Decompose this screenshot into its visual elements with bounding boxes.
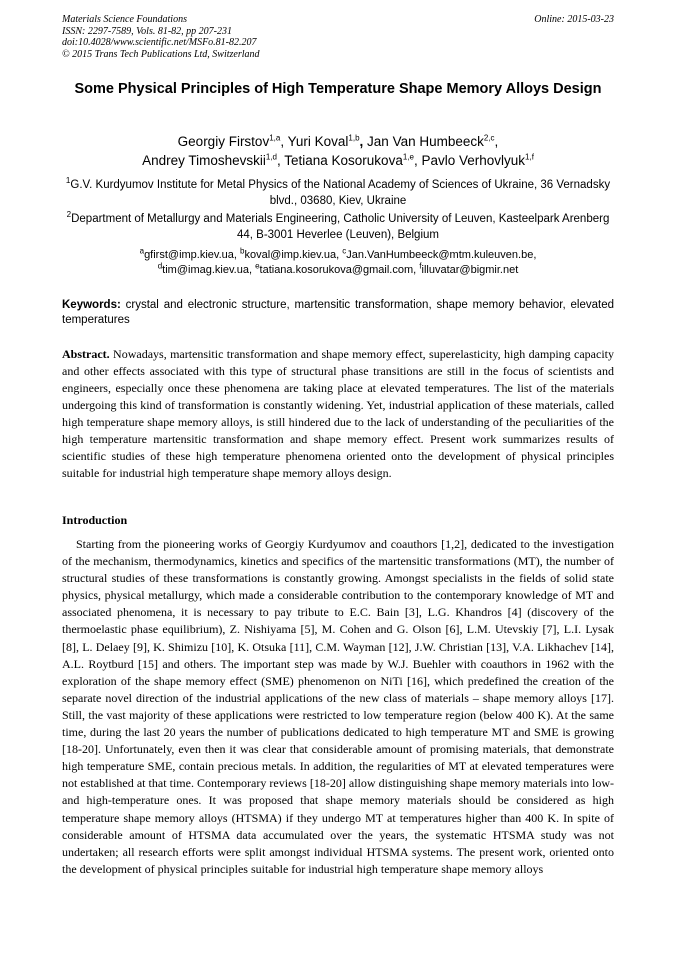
affiliation-text: G.V. Kurdyumov Institute for Metal Physics of the National Academy of Sciences of Ukraine, 36 Vernadsky blvd., 03680, Kiev, Ukraine — [70, 179, 611, 207]
author-name: Pavlo Verhovlyuk — [421, 153, 526, 168]
email-sup: d — [157, 261, 163, 271]
copyright-line: © 2015 Trans Tech Publications Ltd, Switzerland — [62, 48, 260, 60]
author-sup: 1,d — [265, 152, 277, 162]
email-sup: f — [419, 261, 422, 271]
keywords-label: Keywords: — [62, 299, 121, 311]
email-sup: c — [342, 246, 347, 256]
author-name: Yuri Koval — [287, 134, 349, 149]
online-date: Online: 2015-03-23 — [534, 14, 614, 25]
email-sup: b — [240, 246, 245, 256]
author-sup: 1,b — [348, 133, 360, 143]
email-link[interactable]: tatiana.kosorukova@gmail.com — [259, 264, 414, 276]
email-link[interactable]: Jan.VanHumbeeck@mtm.kuleuven.be — [346, 249, 534, 261]
author-sup: 1,e — [402, 152, 414, 162]
journal-name: Materials Science Foundations — [62, 14, 187, 25]
abstract-label: Abstract. — [62, 347, 110, 361]
email-list: $^a$gfirst@imp.kiev.ua, $^b$koval@imp.kiev.ua, $^c$Jan.VanHumbeeck@mtm.kuleuven.be, $^d$tim@imag.kiev.ua, $^e$tatiana.kosorukova@gmail.com, $^f$illuvatar@bigmir.net — [139, 246, 537, 276]
author-sup: 2,c — [483, 133, 495, 143]
affiliation-2 — [62, 212, 614, 243]
email-link[interactable]: gfirst@imp.kiev.ua — [144, 249, 234, 261]
journal-header — [62, 14, 614, 60]
affiliation-text: Department of Metallurgy and Materials Engineering, Catholic University of Leuven, Kasteelpark Arenberg 44, B-3001 Heverlee (Leuven), Belgium — [71, 213, 610, 241]
email-sup: e — [255, 261, 260, 271]
introduction-body: Starting from the pioneering works of Georgiy Kurdyumov and coauthors [1,2], dedicated to the investigation of the mechanism, thermodynamics, kinetics and specifics of the martensitic transformations (MT), the number of structural studies of these transformations is constantly growing. Amongst specialists in the fields of solid state physics, physical metallurgy, which made a considerable contribution to the contemporary knowledge of MT and associated phenomena, it is necessary to pay tribute to E.C. Bain [3], L.G. Khandros [4] (discovery of the thermoelastic phase equilibrium), Z. Nishiyama [5], M. Cohen and G. Olson [6], L.M. Utevskiy [7], L.I. Lysak [8], L. Delaey [9], K. Shimizu [10], K. Otsuka [11], C.M. Wayman [12], J.W. Christian [13], V.A. Likhachev [14], A.L. Roytburd [15] and others. The important step was made by W.J. Buehler with coauthors in 1962 with the exploration of the shape memory effect (SME) phenomenon on NiTi [16], which predefined the creation of the separate novel direction of the industrial applications of the new class of materials – shape memory alloys [17]. Still, the vast majority of these applications were restricted to low temperature region (below 400 K). At the same time, during the last 20 years the number of publications dedicated to high temperature MT and SME is growing [18-20]. Unfortunately, even then it was clear that considerable amount of promising materials, that demonstrate high temperature SME, contain precious metals. In addition, the regularities of MT at elevated temperatures were not established at that time. Contemporary reviews [18-20] allow distinguishing shape memory materials into low- and high-temperature ones. It was proposed that shape memory materials should be considered as high temperature shape memory alloys (HTSMA) if they undergo MT at temperatures higher than 400 K. In spite of considerable amount of HTSMA data accumulated over the years, the systematic HTSMA study was not undertaken; all research efforts were split amongst individual HTSMA systems. The present work, oriented onto the development of physical principles suitable for industrial high temperature shape memory alloys — [62, 537, 614, 876]
email-sup: a — [139, 246, 145, 256]
author-name: Tetiana Kosorukova — [284, 153, 403, 168]
email-link[interactable]: koval@imp.kiev.ua — [244, 249, 337, 261]
doi-line: doi:10.4028/www.scientific.net/MSFo.81-82.207 — [62, 37, 257, 48]
paper-title: Some Physical Principles of High Temperature Shape Memory Alloys Design — [74, 81, 602, 97]
author-name: Jan Van Humbeeck — [367, 134, 484, 149]
email-link[interactable]: illuvatar@bigmir.net — [421, 264, 519, 276]
keywords-section — [62, 298, 614, 328]
keywords-text: crystal and electronic structure, martensitic transformation, shape memory behavior, elevated temperatures — [62, 299, 614, 326]
author-sup: 1,f — [525, 152, 534, 162]
author-sup: 1,a — [269, 133, 281, 143]
email-link[interactable]: tim@imag.kiev.ua — [162, 264, 249, 276]
author-list: Georgiy Firstov$^{1,a}$, Yuri Koval$^{1,b}$, Jan Van Humbeeck$^{2,c}$, Andrey Timoshevskii$^{1,d}$, Tetiana Kosorukova$^{1,e}$, Pavlo Verhovlyuk$^{1,f}$ — [142, 133, 534, 168]
section-heading: Introduction — [62, 513, 128, 527]
issn-line: ISSN: 2297-7589, Vols. 81-82, pp 207-231 — [62, 25, 232, 37]
affiliation-sup: 1 — [65, 176, 71, 186]
affiliation-1 — [62, 178, 614, 209]
abstract-text: Nowadays, martensitic transformation and shape memory effect, superelasticity, high damping capacity and other effects associated with this type of structural phase transitions are still in the focus of scientists and engineers, especially once these phenomena are taking place at elevated temperatures. The list of the materials undergoing this kind of transformation is constantly widening. Yet, industrial application of these materials, called high temperature shape memory alloys, is still hindered due to the lack of understanding of the peculiarities of the high temperature martensitic transformation and shape memory effect. Present work summarizes results of scientific studies of these high temperature phenomena oriented onto the development of physical principles suitable for industrial high temperature shape memory alloys design. — [62, 347, 614, 480]
author-name: Georgiy Firstov — [177, 134, 270, 149]
author-name: Andrey Timoshevskii — [142, 153, 266, 168]
affiliation-sup: 2 — [66, 210, 72, 220]
abstract-section — [62, 346, 614, 482]
